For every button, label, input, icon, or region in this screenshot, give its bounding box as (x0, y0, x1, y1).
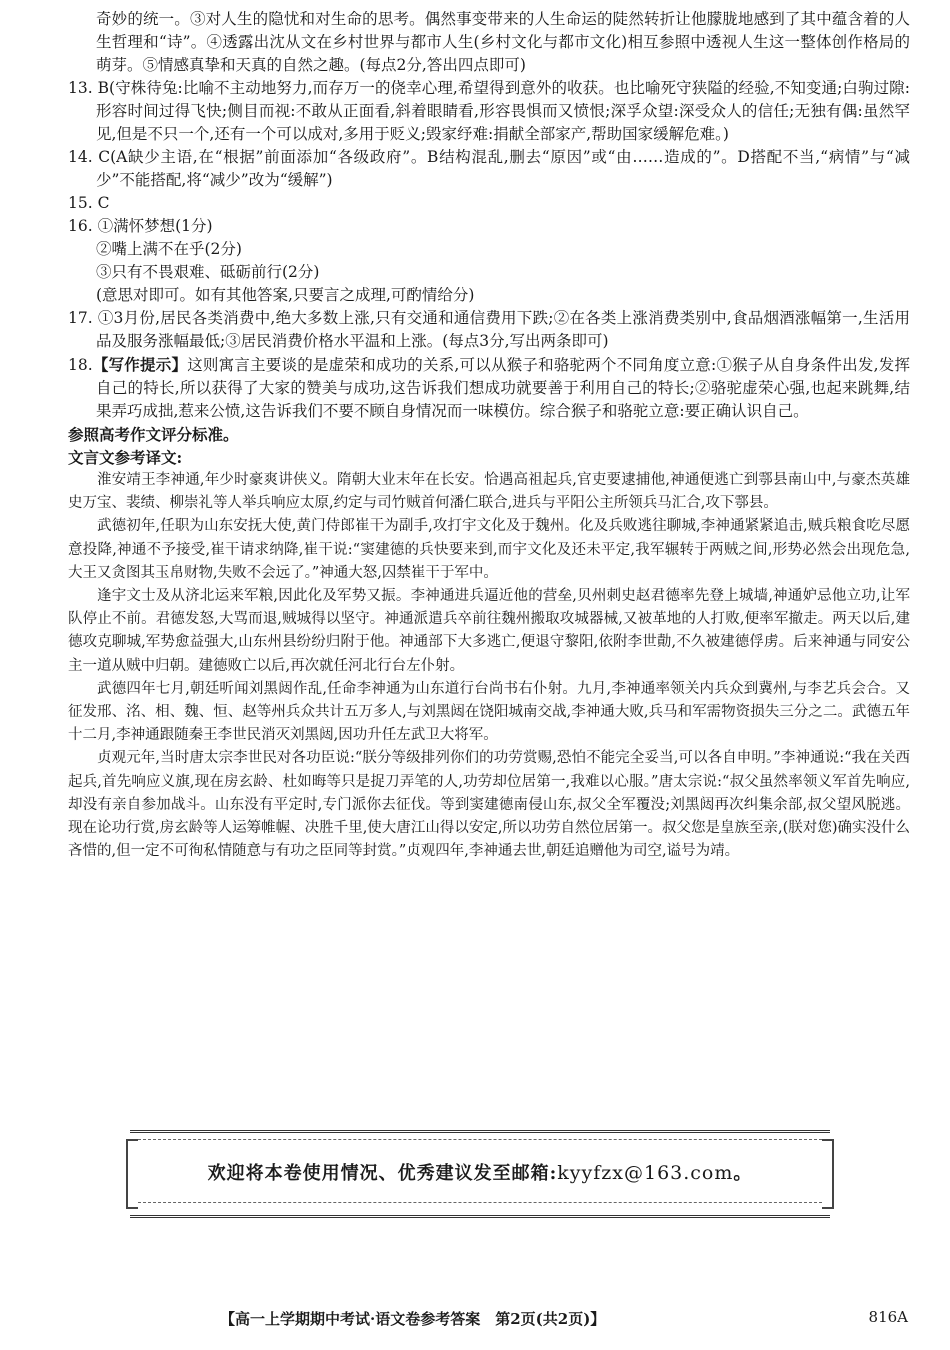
answer-16-line2: ②嘴上满不在乎(2分) (96, 240, 242, 258)
feedback-text (130, 1159, 830, 1185)
translation-heading: 文言文参考译文: (68, 448, 183, 467)
page-footer: 【高一上学期期中考试·语文卷参考答案 第2页(共2页)】 (220, 1310, 606, 1328)
answer-18-body: 这则寓言主要谈的是虚荣和成功的关系,可以从猴子和骆驼两个不同角度立意:①猴子从自身条件出发,发挥自己的特长,所以获得了大家的赞美与成功,这告诉我们想成功就要善于利用自己的特长;②骆驼虚荣心强,也起来跳舞,结果弄巧成拙,惹来公愤,这告诉我们不要不顾自身情况而一味模仿。综合猴子和骆驼立意:要正确认识自己。 (96, 356, 910, 420)
answer-15: 15. C (68, 194, 110, 212)
answer-16-line1: 16. ①满怀梦想(1分) (68, 217, 213, 235)
answer-18-number: 18. (68, 356, 93, 374)
answer-12-tail: 奇妙的统一。③对人生的隐忧和对生命的思考。偶然事变带来的人生命运的陡然转折让他朦胧地感到了其中蕴含着的人生哲理和“诗”。④透露出沈从文在乡村世界与都市人生(乡村文化与都市文化)相互参照中透视人生这一整体创作格局的萌芽。⑤情感真挚和天真的自然之趣。(每点2分,答出四点即可) (96, 10, 910, 74)
paper-code: 816A (868, 1308, 908, 1326)
essay-standard: 参照高考作文评分标准。 (68, 425, 239, 444)
translation-body (68, 469, 910, 863)
feedback-message: 欢迎将本卷使用情况、优秀建议发至邮箱: (207, 1163, 558, 1184)
answer-13: 13. B(守株待兔:比喻不主动地努力,而存万一的侥幸心理,希望得到意外的收获。也比喻死守狭隘的经验,不知变通;白驹过隙:形容时间过得飞快;侧目而视:不敢从正面看,斜着眼睛看,形容畏惧而又愤恨;深孚众望:深受众人的信任;无独有偶:虽然罕见,但是不只一个,还有一个可以成对,多用于贬义;毁家纾难:捐献全部家产,帮助国家缓解危难。) (68, 79, 910, 143)
translation-paragraph: 逢宇文士及从济北运来军粮,因此化及军势又振。李神通进兵逼近他的营垒,贝州刺史赵君德率先登上城墙,神通妒忌他立功,让军队停止不前。君德发怒,大骂而退,贼城得以坚守。神通派遣兵卒前往魏州搬取攻城器械,又被革地的人打败,便率军撤走。两天以后,建德攻克聊城,军势愈益强大,山东州县纷纷归附于他。神通部下大多逃亡,便退守黎阳,依附李世勣,不久被建德俘虏。后来神通与同安公主一道从贼中归朝。建德败亡以后,再次就任河北行台左仆射。 (68, 588, 910, 674)
answer-16-line3: ③只有不畏艰难、砥砺前行(2分) (96, 263, 320, 281)
writing-tip-label: 【写作提示】 (92, 355, 188, 374)
translation-paragraph: 武德四年七月,朝廷听闻刘黑闼作乱,任命李神通为山东道行台尚书右仆射。九月,李神通率领关内兵众到冀州,与李艺兵会合。又征发邢、洺、相、魏、恒、赵等州兵众共计五万多人,与刘黑闼在饶阳城南交战,李神通大败,兵马和军需物资损失三分之二。武德五年十二月,李神通跟随秦王李世民消灭刘黑闼,因功升任左武卫大将军。 (68, 680, 910, 744)
feedback-banner (130, 1130, 830, 1218)
translation-paragraph: 淮安靖王李神通,年少时豪爽讲侠义。隋朝大业末年在长安。恰遇高祖起兵,官吏要逮捕他,神通便逃亡到鄠县南山中,与豪杰英雄史万宝、裴绩、柳崇礼等人举兵响应太原,约定与司竹贼首何潘仁联合,进兵与平阳公主所领兵马汇合,攻下鄠县。 (68, 472, 910, 512)
content-area (68, 8, 910, 863)
feedback-email[interactable]: kyyfzx@163.com (557, 1162, 734, 1184)
translation-paragraph: 武德初年,任职为山东安抚大使,黄门侍郎崔干为副手,攻打宇文化及于魏州。化及兵败逃往聊城,李神通紧紧追击,贼兵粮食吃尽愿意投降,神通不予接受,崔干请求纳降,崔干说:“窦建德的兵快要来到,而宇文化及还未平定,我军辗转于两贼之间,形势必然会出现危急,大王又贪图其玉帛财物,失败不会远了。”神通大怒,囚禁崔干于军中。 (68, 518, 910, 581)
answer-14: 14. C(A缺少主语,在“根据”前面添加“各级政府”。B结构混乱,删去“原因”或“由……造成的”。D搭配不当,“病情”与“减少”不能搭配,将“减少”改为“缓解”) (68, 148, 910, 189)
feedback-end: 。 (733, 1163, 753, 1184)
translation-paragraph: 贞观元年,当时唐太宗李世民对各功臣说:“朕分等级排列你们的功劳赏赐,恐怕不能完全妥当,可以各自申明。”李神通说:“我在关西起兵,首先响应义旗,现在房玄龄、杜如晦等只是捉刀弄笔的人,功劳却位居第一,我难以心服。”唐太宗说:“叔父虽然率领义军首先响应,却没有亲自参加战斗。山东没有平定时,专门派你去征伐。等到窦建德南侵山东,叔父全军覆没;刘黑闼再次纠集余部,叔父望风脱逃。现在论功行赏,房玄龄等人运筹帷幄、决胜千里,使大唐江山得以安定,所以功劳自然位居第一。叔父您是皇族至亲,(朕对您)确实没什么吝惜的,但一定不可徇私情随意与有功之臣同等封赏。”贞观四年,李神通去世,朝廷追赠他为司空,谥号为靖。 (68, 750, 910, 860)
banner-border-bottom (138, 1202, 822, 1209)
answer-18 (68, 353, 910, 423)
answer-17: 17. ①3月份,居民各类消费中,绝大多数上涨,只有交通和通信费用下跌;②在各类上涨消费类别中,食品烟酒涨幅第一,生活用品及服务涨幅最低;③居民消费价格水平温和上涨。(每点3分,写出两条即可) (68, 309, 910, 350)
answer-16-line4: (意思对即可。如有其他答案,只要言之成理,可酌情给分) (96, 286, 475, 304)
banner-border-top (138, 1139, 822, 1146)
